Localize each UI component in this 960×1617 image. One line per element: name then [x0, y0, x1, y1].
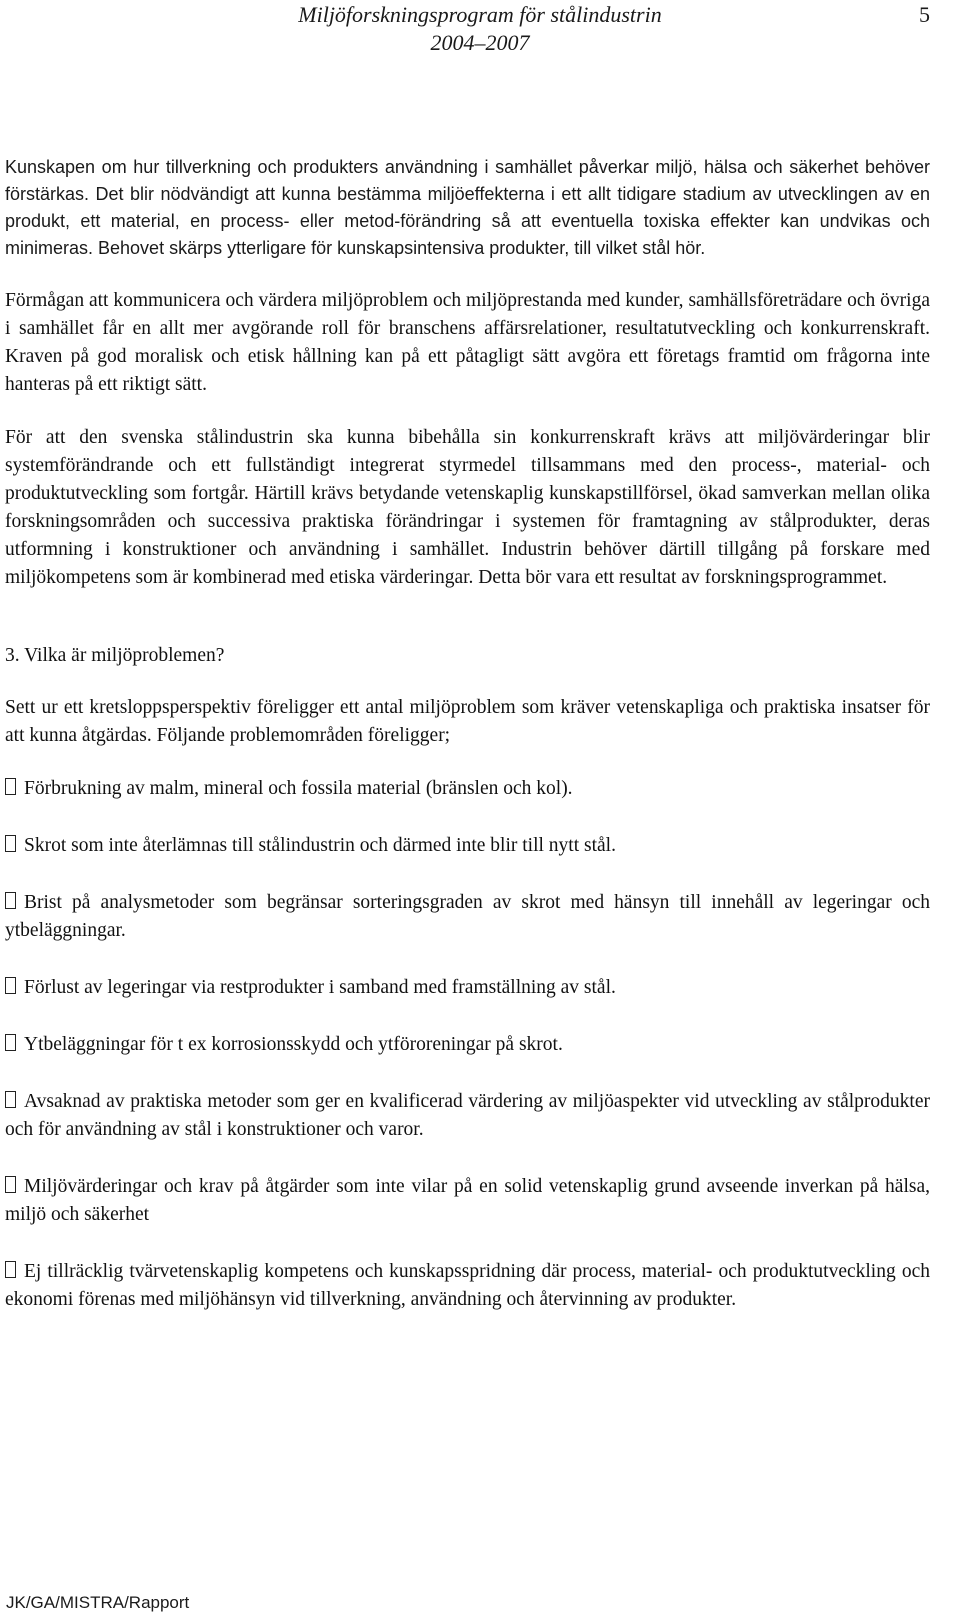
paragraph-competitiveness: För att den svenska stålindustrin ska kunna bibehålla sin konkurrenskraft krävs att miljövärderingar blir systemförändrande och ett fullständigt integrerat styrmedel tillsammans med den process-, material- och produktutveckling som fortgår. Härtill krävs betydande vetenskaplig kunskapstillförsel, ökad samverkan mellan olika forskningsområden och successiva praktiska förändringar i systemen för framtagning av stålprodukter, deras utformning i konstruktioner och användning i samhället. Industrin behöver därtill tillgång på forskare med miljökompetens som är kombinerad med etiska värderingar. Detta bör vara ett resultat av forskningsprogrammet.	[5, 427, 930, 588]
paragraph-communication: Förmågan att kommunicera och värdera miljöproblem och miljöprestanda med kunder, samhällsföreträdare och övriga i samhället får en allt mer avgörande roll för branschens affärsrelationer, resultatutveckling och konkurrenskraft. Kraven på god moralisk och etisk hållning kan på ett påtagligt sätt avgöra ett företags framtid om frågorna inte hanteras på ett riktigt sätt.	[5, 290, 930, 395]
footer-reference: JK/GA/MISTRA/Rapport	[6, 1593, 190, 1612]
list-item-text: Ej tillräcklig tvärvetenskaplig kompetens och kunskapsspridning där process, material- och produktutveckling och ekonomi förenas med miljöhänsyn vid tillverkning, användning och återvinning av produkter.	[5, 1261, 930, 1310]
list-item	[5, 832, 930, 860]
list-item	[5, 974, 930, 1002]
list-item-text: Brist på analysmetoder som begränsar sorteringsgraden av skrot med hänsyn till innehåll av legeringar och ytbeläggningar.	[5, 892, 930, 941]
document-body	[5, 154, 930, 1343]
page-number: 5	[919, 2, 930, 27]
list-item-text: Avsaknad av praktiska metoder som ger en kvalificerad värdering av miljöaspekter vid utveckling av stålprodukter och för användning av stål i konstruktioner och varor.	[5, 1091, 930, 1140]
list-item-text: Skrot som inte återlämnas till stålindustrin och därmed inte blir till nytt stål.	[24, 835, 616, 856]
list-item	[5, 1258, 930, 1314]
section-heading: 3. Vilka är miljöproblemen?	[5, 645, 225, 666]
header-title: Miljöforskningsprogram för stålindustrin	[298, 2, 662, 27]
checkbox-icon	[5, 977, 16, 994]
problem-list	[5, 775, 930, 1314]
list-item	[5, 889, 930, 945]
checkbox-icon	[5, 1176, 16, 1193]
checkbox-icon	[5, 778, 16, 795]
checkbox-icon	[5, 1261, 16, 1278]
checkbox-icon	[5, 835, 16, 852]
list-item-text: Förbrukning av malm, mineral och fossila material (bränslen och kol).	[24, 778, 573, 799]
list-item-text: Ytbeläggningar för t ex korrosionsskydd och ytföroreningar på skrot.	[24, 1034, 563, 1055]
paragraph-knowledge: Kunskapen om hur tillverkning och produkters användning i samhället påverkar miljö, hälsa och säkerhet behöver förstärkas. Det blir nödvändigt att kunna bestämma miljöeffekterna i ett allt tidigare stadium av utvecklingen av en produkt, ett material, en process- eller metod-förändring så att eventuella toxiska effekter kan undvikas och minimeras. Behovet skärps ytterligare för kunskapsintensiva produkter, till vilket stål hör.	[5, 157, 930, 258]
list-item	[5, 775, 930, 803]
list-item-text: Miljövärderingar och krav på åtgärder som inte vilar på en solid vetenskaplig grund avseende inverkan på hälsa, miljö och säkerhet	[5, 1176, 930, 1225]
page-header	[0, 0, 960, 60]
section-intro: Sett ur ett kretsloppsperspektiv föreligger ett antal miljöproblem som kräver vetenskapliga och praktiska insatser för att kunna åtgärdas. Följande problemområden föreligger;	[5, 697, 930, 746]
checkbox-icon	[5, 1091, 16, 1108]
list-item-text: Förlust av legeringar via restprodukter i samband med framställning av stål.	[24, 977, 616, 998]
list-item	[5, 1088, 930, 1144]
checkbox-icon	[5, 1034, 16, 1051]
header-years: 2004–2007	[430, 30, 530, 55]
list-item	[5, 1031, 930, 1059]
checkbox-icon	[5, 892, 16, 909]
list-item	[5, 1173, 930, 1229]
